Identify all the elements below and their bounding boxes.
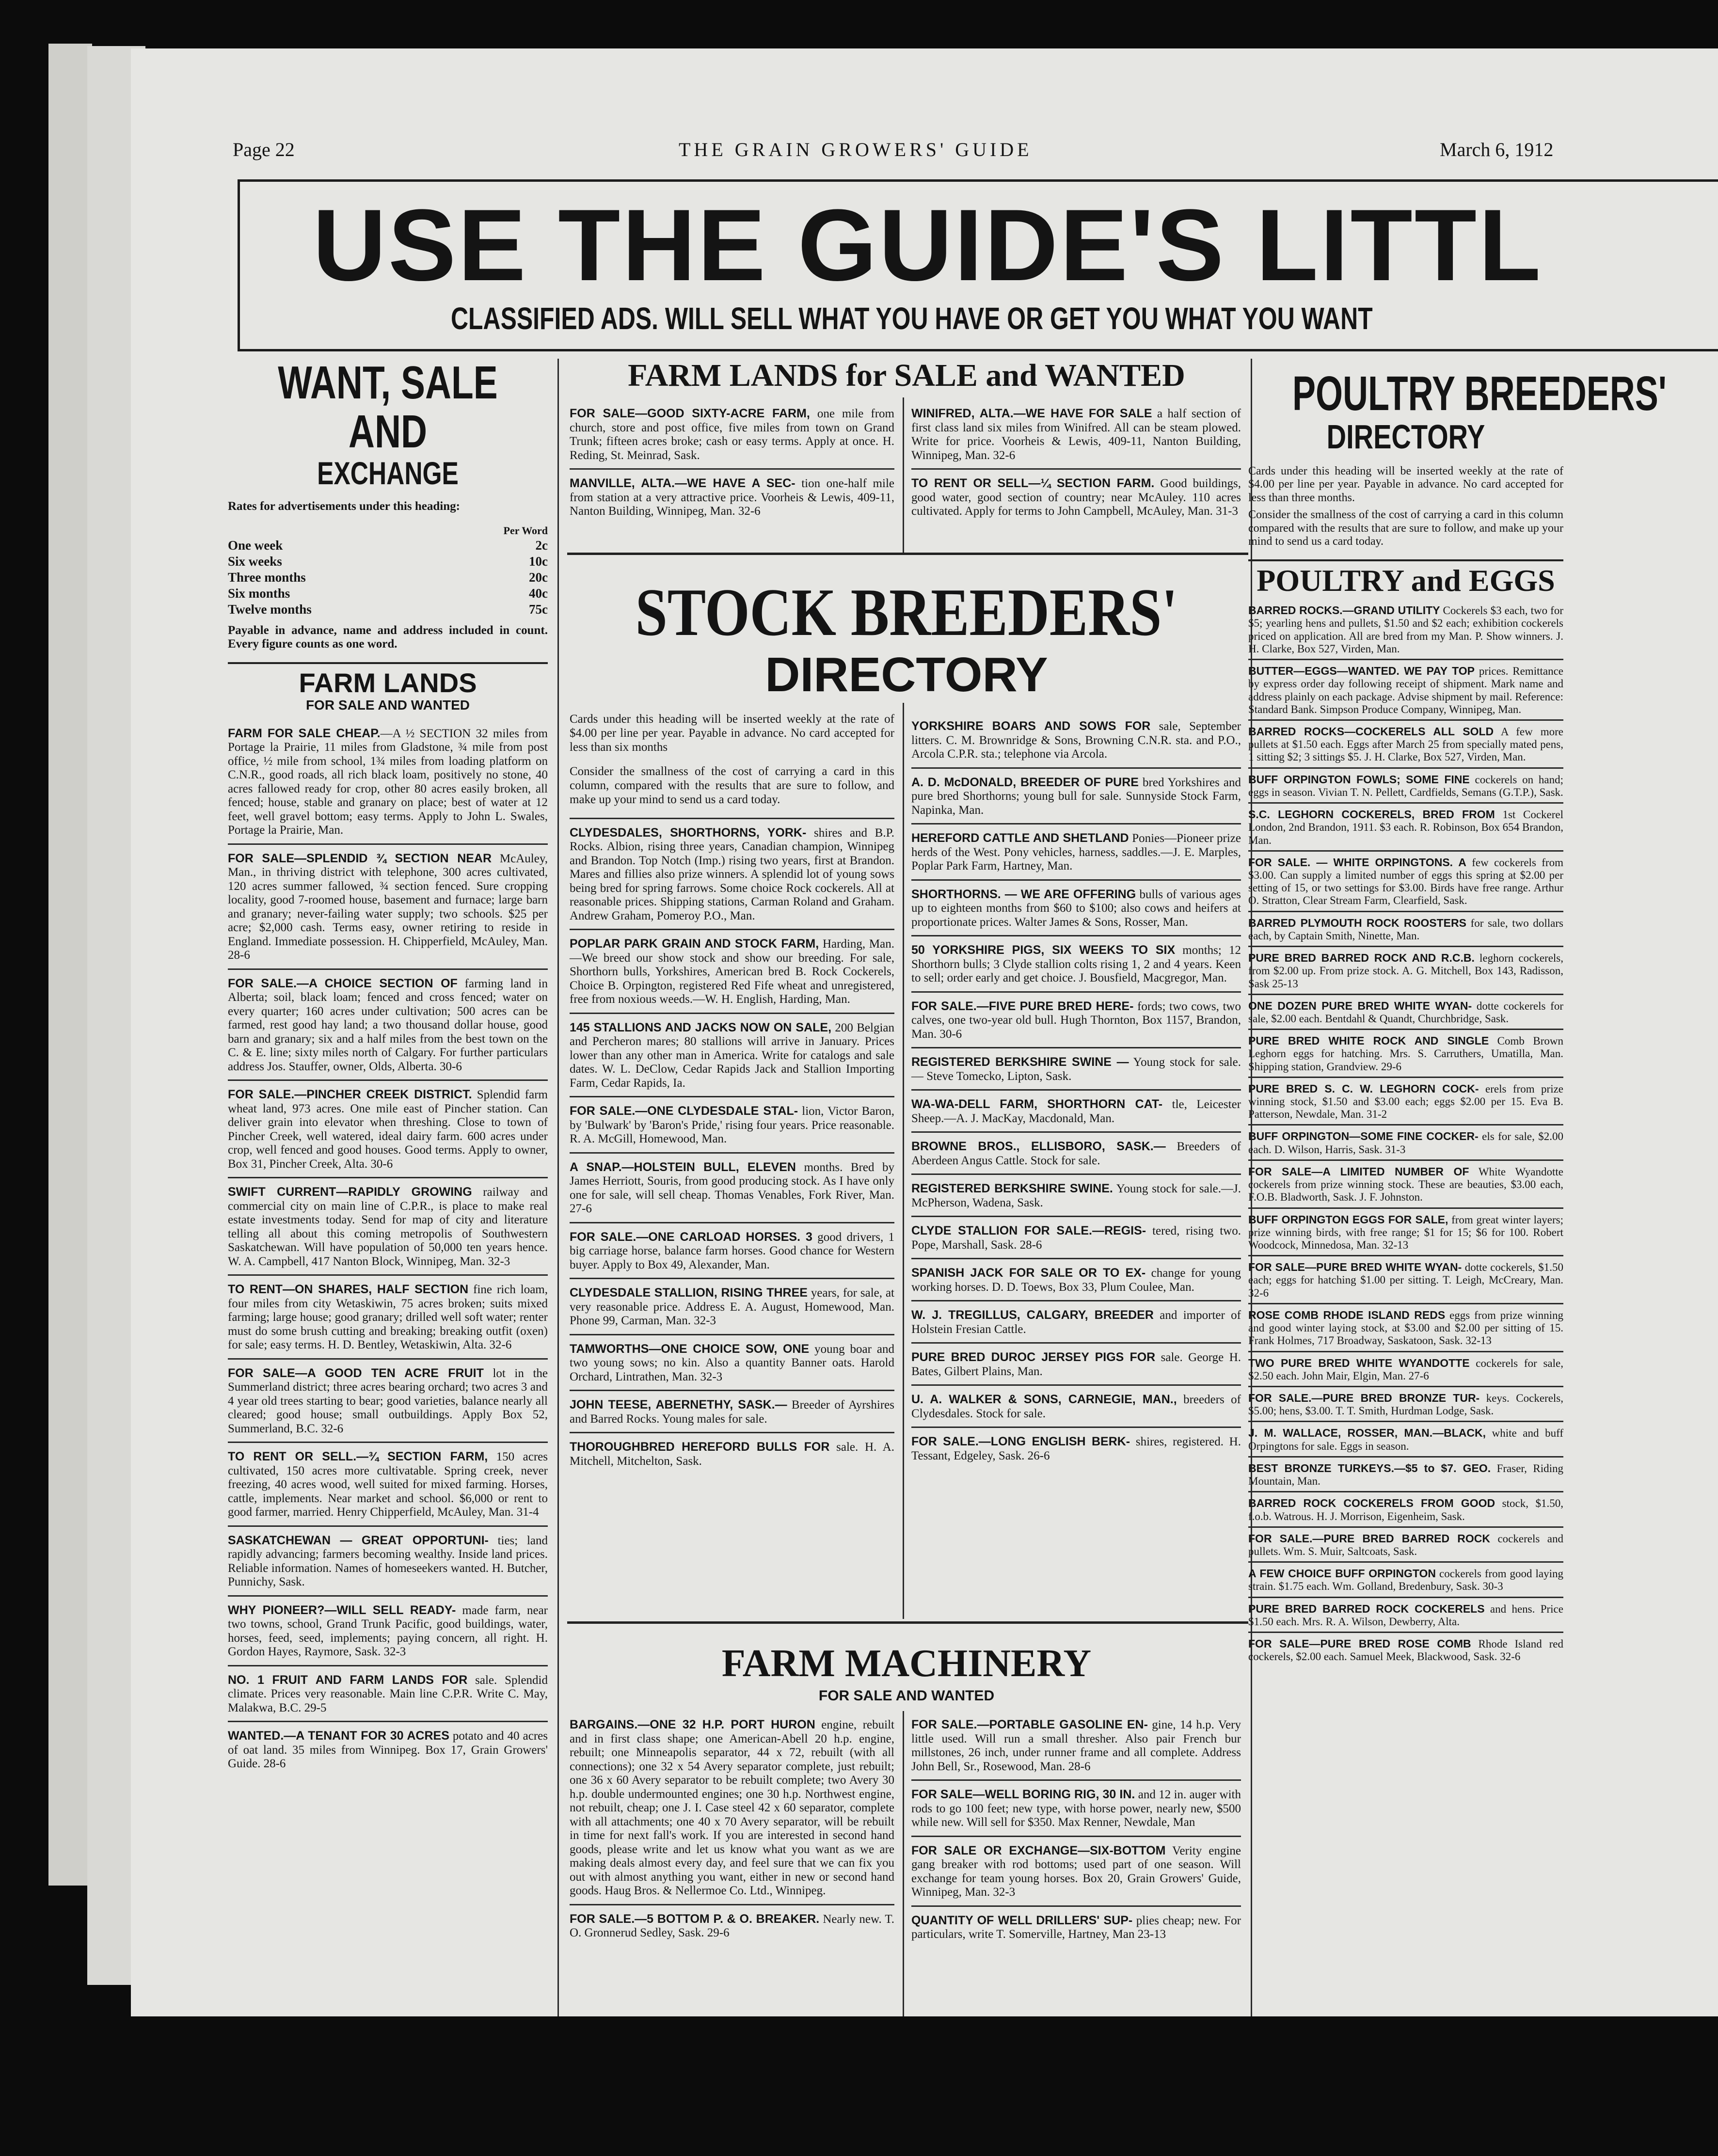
rate-label: Three months bbox=[228, 570, 306, 585]
classified-ad bbox=[570, 1278, 894, 1334]
ad-lead: SWIFT CURRENT—RAPIDLY GROWING bbox=[228, 1185, 472, 1199]
ad-body: change for young working horses. D. D. Toews, Box 33, Plum Coulee, Man. bbox=[911, 1267, 1241, 1294]
rates-table bbox=[228, 524, 548, 617]
ad-body: Young stock for sale.—J. McPherson, Wadena, Sask. bbox=[911, 1182, 1241, 1209]
poultry-eggs-heading: POULTRY and EGGS bbox=[1257, 563, 1555, 598]
ad-lead: PURE BRED BARRED ROCK COCKERELS bbox=[1248, 1602, 1485, 1615]
ad-lead: BUFF ORPINGTON—SOME FINE COCKER- bbox=[1248, 1130, 1479, 1143]
ad-lead: FARM FOR SALE CHEAP. bbox=[228, 726, 381, 740]
classified-ad bbox=[228, 1525, 548, 1595]
classified-ad bbox=[911, 823, 1241, 879]
classified-ad bbox=[911, 1216, 1241, 1258]
poultry-intro-2: Consider the smallness of the cost of carrying a card in this column compared with the results that are sure to follow, and make up your mind to send us a card today. bbox=[1248, 508, 1563, 548]
ad-body: and hens. Price $1.50 each. Mrs. R. A. Wilson, Dewberry, Alta. bbox=[1248, 1602, 1563, 1628]
ad-body: white and buff Orpingtons for sale. Eggs in season. bbox=[1248, 1427, 1564, 1452]
ad-lead: BARRED ROCK COCKERELS FROM GOOD bbox=[1248, 1497, 1495, 1510]
ad-body: shires, registered. H. Tessant, Edgeley, Sask. 26-6 bbox=[911, 1435, 1241, 1462]
ad-lead: FOR SALE OR EXCHANGE—SIX-BOTTOM bbox=[911, 1843, 1166, 1857]
ad-lead: FOR SALE.—LONG ENGLISH BERK- bbox=[911, 1435, 1130, 1448]
classified-ad bbox=[911, 767, 1241, 824]
ad-body: McAuley, Man., in thriving district with telephone, 300 acres cultivated, 120 acres summer fallowed, ¾ section fenced. Sure cropping locality, good 7-roomed house, basement and furnace; large barn and granary; never-failing water supply; two schools. $25 per acre; $2,000 cash. Terms easy, owner retiring to reside in England. Immediate possession. H. Chipperfield, McAuley, Man. 28-6 bbox=[228, 852, 548, 962]
stock-intro: Cards under this heading will be inserted weekly at the rate of $4.00 per line per year. Payable in advance. No card accepted for less than six months bbox=[570, 713, 894, 754]
classified-ad bbox=[1248, 1124, 1563, 1159]
ad-body: cockerels on hand; eggs in season. Vivian T. N. Pellett, Cardfields, Semans (G.T.P.), Sask. bbox=[1248, 773, 1564, 798]
ad-body: cockerels and pullets. Wm. S. Muir, Saltcoats, Sask. bbox=[1248, 1532, 1564, 1557]
classified-ad bbox=[1248, 1077, 1563, 1125]
farm-machinery-subheading: FOR SALE AND WANTED bbox=[818, 1688, 995, 1704]
ad-lead: CLYDESDALES, SHORTHORNS, YORK- bbox=[570, 825, 807, 840]
classified-ad bbox=[911, 1384, 1241, 1427]
classified-ad bbox=[911, 1711, 1241, 1779]
classified-ad bbox=[911, 1427, 1241, 1469]
ad-body: Ponies—Pioneer prize herds of the West. Pony vehicles, harness, saddles.—J. E. Marples, Poplar Park Farm, Hartney, Man. bbox=[911, 832, 1241, 872]
column-divider bbox=[903, 1711, 904, 2016]
per-word-label: Per Word bbox=[503, 524, 548, 537]
section-rule bbox=[567, 1621, 1248, 1624]
ad-body: cockerels for sale, $2.50 each. John Mair, Elgin, Man. 27-6 bbox=[1248, 1357, 1563, 1382]
ad-body: Young stock for sale. — Steve Tomecko, Lipton, Sask. bbox=[911, 1056, 1241, 1083]
ad-body: plies cheap; new. For particulars, write T. Somerville, Hartney, Man 23-13 bbox=[911, 1914, 1241, 1941]
ad-lead: FOR SALE.—5 BOTTOM P. & O. BREAKER. bbox=[570, 1912, 820, 1926]
classified-ad bbox=[1248, 911, 1563, 946]
classified-ad bbox=[228, 1177, 548, 1274]
poultry-intro: Cards under this heading will be inserted weekly at the rate of $4.00 per line per year. Payable in advance. No card accepted for less than three months. bbox=[1248, 464, 1563, 504]
classified-ad bbox=[911, 1131, 1241, 1173]
ad-lead: FOR SALE.—PINCHER CREEK DISTRICT. bbox=[228, 1088, 472, 1102]
section-rule bbox=[567, 553, 1248, 555]
poultry-column bbox=[1248, 366, 1667, 1666]
classified-ad bbox=[1248, 1561, 1563, 1596]
ad-lead: HEREFORD CATTLE AND SHETLAND bbox=[911, 831, 1129, 845]
ad-lead: BARRED PLYMOUTH ROCK ROOSTERS bbox=[1248, 916, 1466, 929]
ad-lead: THOROUGHBRED HEREFORD BULLS FOR bbox=[570, 1440, 830, 1454]
classified-ad bbox=[228, 720, 548, 843]
ad-body: lion, Victor Baron, by 'Bulwark' by 'Baron's Pride,' rising four years. Price reasonable. R. A. McGill, Homewood, Man. bbox=[570, 1105, 894, 1145]
ad-body: els for sale, $2.00 each. D. Wilson, Harris, Sask. 31-3 bbox=[1248, 1130, 1563, 1156]
classified-ad bbox=[570, 1432, 894, 1474]
ad-lead: NO. 1 FRUIT AND FARM LANDS FOR bbox=[228, 1673, 468, 1687]
ad-lead: A SNAP.—HOLSTEIN BULL, ELEVEN bbox=[570, 1160, 796, 1174]
ad-lead: TAMWORTHS—ONE CHOICE SOW, ONE bbox=[570, 1342, 810, 1356]
ad-lead: BUFF ORPINGTON EGGS FOR SALE, bbox=[1248, 1213, 1448, 1226]
ad-body: Comb Brown Leghorn eggs for hatching. Mrs. S. Carruthers, Umatilla, Man. Shipping station, Grandview. 29-6 bbox=[1248, 1035, 1563, 1073]
classified-ad bbox=[570, 468, 894, 524]
ad-body: leghorn cockerels, from $2.00 up. From prize stock. A. G. Mitchell, Box 143, Radisson, Sask 25-13 bbox=[1248, 952, 1564, 990]
farm-lands-subheading: FOR SALE AND WANTED bbox=[305, 697, 470, 713]
stock-directory-heading: DIRECTORY bbox=[765, 648, 1048, 702]
classified-ad bbox=[1248, 994, 1563, 1029]
classified-ad bbox=[911, 935, 1241, 991]
classified-ad bbox=[1248, 850, 1563, 911]
ad-lead: TWO PURE BRED WHITE WYANDOTTE bbox=[1248, 1356, 1470, 1369]
stock-breeders-heading: STOCK BREEDERS' bbox=[635, 575, 1178, 650]
classified-ad bbox=[1248, 1207, 1563, 1255]
ad-body: made farm, near two towns, school, Grand Trunk Pacific, good buildings, water, horses, feed, seed, implements; paying concern, all right. H. Gordon Hayes, Raymore, Sask. 32-3 bbox=[228, 1603, 548, 1659]
ad-lead: FOR SALE—PURE BRED ROSE COMB bbox=[1248, 1637, 1471, 1650]
ad-body: 200 Belgian and Percheron mares; 80 stallions will arrive in January. Prices lower than any other man in America. Write for catalogs and sale dates. W. L. DeClow, Cedar Rapids Jack and Stallion Importing Farm, Cedar Rapids, Ia. bbox=[570, 1021, 895, 1090]
rate-row bbox=[228, 586, 548, 601]
ad-body: —A ½ SECTION 32 miles from Portage la Prairie, 11 miles from Gladstone, ¾ mile from post office, ½ mile from school, 1¾ miles from loading platform on C.N.R., good roads, all rich black loam, positively no stone, 40 acres fallowed ready for crop, other 80 acres easily broken, all fenced; house, stable and granary on place; best of water at 12 feet, well gravel bottom; easy terms. Apply to John L. Swales, Portage la Prairie, Man. bbox=[228, 727, 548, 837]
ad-lead: YORKSHIRE BOARS AND SOWS FOR bbox=[911, 719, 1151, 733]
classified-ad bbox=[228, 1358, 548, 1442]
ad-lead: WA-WA-DELL FARM, SHORTHORN CAT- bbox=[911, 1097, 1163, 1111]
farm-lands-ads bbox=[228, 720, 548, 1777]
ad-lead: FOR SALE.—PURE BRED BARRED ROCK bbox=[1248, 1532, 1490, 1545]
rate-price: 75c bbox=[529, 602, 548, 617]
poultry-directory-heading: DIRECTORY bbox=[1326, 418, 1485, 456]
ad-lead: FOR SALE—A GOOD TEN ACRE FRUIT bbox=[228, 1366, 484, 1380]
rate-label: Six months bbox=[228, 586, 290, 601]
ad-body: months; 12 Shorthorn bulls; 3 Clyde stallion colts rising 1, 2 and 4 years. Keen to sell; order early and get choice. J. Bousfield, Macgregor, Man. bbox=[911, 944, 1241, 984]
ad-lead: BROWNE BROS., ELLISBORO, SASK.— bbox=[911, 1140, 1166, 1153]
ad-body: stock, $1.50, f.o.b. Watrous. H. J. Morrison, Eigenheim, Sask. bbox=[1248, 1497, 1563, 1522]
ad-lead: FOR SALE—SPLENDID ¾ SECTION NEAR bbox=[228, 851, 492, 865]
stock-intro-2: Consider the smallness of the cost of carrying a card in this column, compared with the results that are sure to follow, and make up your mind to send us a card today. bbox=[570, 765, 894, 806]
classified-ad bbox=[911, 468, 1241, 524]
ad-body: Rhode Island red cockerels, $2.00 each. Samuel Meek, Blackwood, Sask. 32-6 bbox=[1248, 1638, 1563, 1663]
ad-body: erels from prize winning stock, $1.50 and $3.00 each; eggs $2.00 per 15. Eva B. Patterson, Newdale, Man. 31-2 bbox=[1248, 1082, 1564, 1121]
stock-right-column bbox=[911, 713, 1241, 1469]
ad-body: 1st Cockerel London, 2nd Brandon, 1911. $3 each. R. Robinson, Box 654 Brandon, Man. bbox=[1248, 808, 1563, 846]
ad-body: eggs from prize winning and good winter laying stock, at $3.00 and $2.00 per sitting of 15. Frank Holmes, 717 Broadway, Saskatoon, Sask. 32-13 bbox=[1248, 1309, 1563, 1347]
poultry-breeders-heading: POULTRY BREEDERS' bbox=[1292, 366, 1667, 421]
column-divider bbox=[903, 397, 904, 553]
column-divider bbox=[557, 359, 559, 2016]
ad-body: breeders of Clydesdales. Stock for sale. bbox=[911, 1393, 1241, 1420]
classified-ad bbox=[228, 1595, 548, 1665]
classified-ad bbox=[570, 1390, 894, 1432]
classified-ad bbox=[1248, 1597, 1563, 1632]
ad-lead: ONE DOZEN PURE BRED WHITE WYAN- bbox=[1248, 999, 1472, 1012]
classified-ad bbox=[570, 818, 894, 929]
classified-ad bbox=[911, 1047, 1241, 1089]
ad-body: and importer of Holstein Fresian Cattle. bbox=[911, 1309, 1241, 1336]
ad-body: sale. Splendid climate. Prices very reasonable. Main line C.P.R. Write C. May, Malakwa, B.C. 29-5 bbox=[228, 1673, 548, 1714]
classified-ad bbox=[228, 1079, 548, 1177]
ad-lead: TO RENT OR SELL.—¾ SECTION FARM, bbox=[228, 1450, 488, 1464]
ad-lead: FOR SALE—GOOD SIXTY-ACRE FARM, bbox=[570, 407, 810, 420]
ad-body: Splendid farm wheat land, 973 acres. One mile east of Pincher station. Can deliver grain into elevator when threshing. Close to town of Pincher Creek, well watered, ideal dairy farm. 600 acres under crop, well fenced and good houses. Good terms. Apply to owner, Box 31, Pincher Creek, Alta. 30-6 bbox=[228, 1088, 548, 1171]
ad-body: Breeder of Ayrshires and Barred Rocks. Young males for sale. bbox=[570, 1398, 894, 1426]
ad-body: dotte cockerels, $1.50 each; eggs for hatching $1.00 per sitting. T. Leigh, McCreary, Man. 32-6 bbox=[1248, 1261, 1563, 1299]
ad-body: farming land in Alberta; soil, black loam; fenced and cross fenced; water on every quarter; 160 acres under cultivation; 500 acres can be farmed, rest good hay land; a two thousand dollar house, good barn and granary; six and a half miles from the best town on the C. & E. line; sixty miles north of Calgary. For further particulars address Jos. Stauffer, owner, Olds, Alberta. 30-6 bbox=[228, 977, 548, 1073]
ad-lead: CLYDE STALLION FOR SALE.—REGIS- bbox=[911, 1224, 1146, 1237]
rate-row bbox=[228, 570, 548, 585]
ad-lead: FOR SALE—PURE BRED WHITE WYAN- bbox=[1248, 1261, 1462, 1274]
ad-body: railway and commercial city on main line of C.P.R., is place to make real estate investments today. Send for map of city and literature telling all about this coming metropolis of Southwestern Saskatchewan. Will have population of 50,000 ten years hence. W. A. Campbell, 417 Nanton Block, Winnipeg, Man. 32-3 bbox=[228, 1186, 548, 1268]
classified-banner bbox=[238, 179, 1718, 351]
ad-body: ties; land rapidly advancing; farmers becoming wealthy. Inside land prices. Reliable information. Names of homeseekers wanted. H. Butcher, Punnichy, Sask. bbox=[228, 1534, 548, 1589]
ad-lead: FOR SALE. — WHITE ORPINGTONS. A bbox=[1248, 856, 1466, 869]
classified-ad bbox=[1248, 1303, 1563, 1351]
rate-label: One week bbox=[228, 538, 283, 553]
issue-date: March 6, 1912 bbox=[1440, 139, 1554, 160]
ad-body: Harding, Man.—We breed our show stock and show our breeding. For sale, Shorthorn bulls, Yorkshires, American bred B. Rock Cockerels, Choice B. Orpington, registered Red Fife wheat and unregistered, free from noxious weeds.—W. H. English, Harding, Man. bbox=[570, 937, 895, 1006]
classified-ad bbox=[1248, 1456, 1563, 1491]
ad-lead: ROSE COMB RHODE ISLAND REDS bbox=[1248, 1308, 1446, 1321]
farm-lands-header bbox=[228, 662, 548, 713]
ad-lead: REGISTERED BERKSHIRE SWINE — bbox=[911, 1055, 1129, 1069]
classified-ad bbox=[1248, 1029, 1563, 1077]
classified-ad bbox=[1248, 767, 1563, 802]
ad-body: for sale, two dollars each, by Captain Smith, Ninette, Man. bbox=[1248, 917, 1563, 942]
classified-ad bbox=[1248, 1351, 1563, 1386]
page-number: Page 22 bbox=[233, 139, 295, 160]
ad-lead: S.C. LEGHORN COCKERELS, BRED FROM bbox=[1248, 808, 1495, 821]
classified-ad bbox=[228, 1721, 548, 1777]
classified-ad bbox=[1248, 1159, 1563, 1207]
classified-ad bbox=[1248, 1421, 1563, 1456]
ad-lead: FOR SALE—A LIMITED NUMBER OF bbox=[1248, 1165, 1469, 1178]
classified-ad bbox=[570, 1904, 894, 1946]
banner-title: USE THE GUIDE'S LITTL bbox=[313, 188, 1543, 302]
machinery-left-column bbox=[570, 1711, 894, 1946]
ad-body: a half section of first class land six miles from Winifred. All can be steam plowed. Write for price. Voorheis & Lewis, 409-11, Nanton Building, Winnipeg, Man. 32-6 bbox=[911, 407, 1241, 462]
classified-ad bbox=[1248, 1526, 1563, 1561]
ad-body: Good buildings, good water, good section of country; near McAuley. 110 acres cultivated. Apply for terms to John Campbell, McAuley, Man. 31-3 bbox=[911, 477, 1241, 518]
ad-lead: FOR SALE.—A CHOICE SECTION OF bbox=[228, 976, 458, 990]
ad-body: sale, September litters. C. M. Brownridge & Sons, Browning C.N.R. sta. and P.O., Arcola C.P.R. sta.; telephone via Arcola. bbox=[911, 720, 1241, 761]
banner-subtitle: CLASSIFIED ADS. WILL SELL WHAT YOU HAVE OR GET YOU WHAT YOU WANT bbox=[451, 301, 1373, 336]
rate-label: Twelve months bbox=[228, 602, 312, 617]
classified-ad bbox=[570, 929, 894, 1013]
classified-ad bbox=[228, 1665, 548, 1721]
classified-ad bbox=[911, 1836, 1241, 1905]
rate-row bbox=[228, 602, 548, 617]
ad-lead: BEST BRONZE TURKEYS.—$5 to $7. GEO. bbox=[1248, 1461, 1491, 1474]
ad-body: shires and B.P. Rocks. Albion, rising three years, Canadian champion, Winnipeg and Brandon. Top Notch (Imp.) rising two years, first at Brandon. Mares and fillies also prize winners. A splendid lot of young sows being bred for spring farrows. Some choice Rock cockerels. All at reasonable prices. Shipping stations, Carman Roland and Graham. Andrew Graham, Pomeroy P.O., Man. bbox=[570, 826, 894, 922]
ad-lead: BARRED ROCKS.—GRAND UTILITY bbox=[1248, 604, 1440, 617]
ad-lead: FOR SALE.—PORTABLE GASOLINE EN- bbox=[911, 1718, 1148, 1731]
classified-ad bbox=[911, 400, 1241, 468]
ad-body: cockerels from good laying strain. $1.75 each. Wm. Golland, Bredenbury, Sask. 30-3 bbox=[1248, 1568, 1563, 1593]
ad-lead: FOR SALE.—ONE CARLOAD HORSES. 3 bbox=[570, 1230, 812, 1244]
ad-body: White Wyandotte cockerels from prize winning stock. These are beauties, $3.00 each, F.O.B. Bladworth, Sask. J. F. Johnston. bbox=[1248, 1165, 1564, 1204]
classified-ad bbox=[911, 1173, 1241, 1216]
ad-lead: PURE BRED DUROC JERSEY PIGS FOR bbox=[911, 1350, 1156, 1364]
ad-lead: 50 YORKSHIRE PIGS, SIX WEEKS TO SIX bbox=[911, 943, 1176, 957]
ad-lead: A. D. McDONALD, BREEDER OF PURE bbox=[911, 775, 1139, 789]
ad-lead: TO RENT—ON SHARES, HALF SECTION bbox=[228, 1283, 469, 1297]
ad-lead: FOR SALE—WELL BORING RIG, 30 IN. bbox=[911, 1788, 1135, 1801]
ad-lead: WINIFRED, ALTA.—WE HAVE FOR SALE bbox=[911, 407, 1152, 420]
classified-ad bbox=[1248, 1632, 1563, 1666]
ad-body: bred Yorkshires and pure bred Shorthorns; young bull for sale. Sunnyside Stock Farm, Napinka, Man. bbox=[911, 776, 1241, 817]
ad-body: tle, Leicester Sheep.—A. J. MacKay, Macdonald, Man. bbox=[911, 1098, 1241, 1125]
ad-body: tered, rising two. Pope, Marshall, Sask. 28-6 bbox=[911, 1224, 1241, 1252]
ad-body: Nearly new. T. O. Gronnerud Sedley, Sask. 29-6 bbox=[570, 1912, 894, 1939]
classified-ad bbox=[1248, 946, 1563, 994]
rate-label: Six weeks bbox=[228, 554, 282, 569]
ad-lead: MANVILLE, ALTA.—WE HAVE A SEC- bbox=[570, 476, 795, 490]
ad-lead: PURE BRED BARRED ROCK AND R.C.B. bbox=[1248, 951, 1475, 965]
ad-lead: W. J. TREGILLUS, CALGARY, BREEDER bbox=[911, 1308, 1154, 1322]
ad-lead: A FEW CHOICE BUFF ORPINGTON bbox=[1248, 1567, 1436, 1580]
ad-body: Fraser, Riding Mountain, Man. bbox=[1248, 1462, 1563, 1488]
ad-lead: J. M. WALLACE, ROSSER, MAN.—BLACK, bbox=[1248, 1427, 1486, 1440]
ad-lead: SASKATCHEWAN — GREAT OPPORTUNI- bbox=[228, 1533, 489, 1547]
classified-ad bbox=[570, 1222, 894, 1278]
publication-title: THE GRAIN GROWERS' GUIDE bbox=[679, 139, 1033, 160]
ad-body: tion one-half mile from station at a very attractive price. Voorheis & Lewis, 409-11, Nanton Building, Winnipeg, Man. 32-6 bbox=[570, 477, 894, 518]
classified-ad bbox=[911, 1905, 1241, 1948]
ad-body: few cockerels from $3.00. Can supply a limited number of eggs this spring at $2.00 per setting of 15, or two settings for $3.00. Birds have free range. Arthur O. Stratton, Clear Stream Farm, Clearfield, Sask. bbox=[1248, 856, 1563, 907]
ad-lead: POPLAR PARK GRAIN AND STOCK FARM, bbox=[570, 937, 819, 951]
ad-body: potato and 40 acres of oat land. 35 miles from Winnipeg. Box 17, Grain Growers' Guide. 28-6 bbox=[228, 1729, 548, 1771]
classified-ad bbox=[1248, 802, 1563, 850]
classified-ad bbox=[228, 1274, 548, 1358]
ad-body: Verity engine gang breaker with rod bottoms; used part of one season. Will exchange for team young horses. Box 20, Grain Growers' Guide, Winnipeg, Man. 32-3 bbox=[911, 1844, 1241, 1899]
classified-ad bbox=[911, 879, 1241, 935]
ad-lead: QUANTITY OF WELL DRILLERS' SUP- bbox=[911, 1913, 1133, 1927]
ad-body: sale. H. A. Mitchell, Mitchelton, Sask. bbox=[570, 1441, 894, 1468]
ad-body: 150 acres cultivated, 150 acres more cultivatable. Spring creek, never freezing, 40 acres wood, well suited for mixed farming. Horses, cattle, implements. Near market and school. $6,000 or rent to good farmer, married. Henry Chipperfield, McAuley, Man. 31-4 bbox=[228, 1450, 548, 1519]
classified-ad bbox=[570, 400, 894, 468]
ad-lead: FOR SALE.—ONE CLYDESDALE STAL- bbox=[570, 1104, 798, 1118]
ad-body: Breeders of Aberdeen Angus Cattle. Stock for sale. bbox=[911, 1140, 1241, 1167]
ad-lead: REGISTERED BERKSHIRE SWINE. bbox=[911, 1182, 1113, 1195]
classified-ad bbox=[570, 1096, 894, 1152]
ad-lead: TO RENT OR SELL—¼ SECTION FARM. bbox=[911, 476, 1155, 490]
ad-body: from great winter layers; prize winning birds, with free range; $1 for 15; $6 for 100. Robert Woodcock, Minnedosa, Man. 32-13 bbox=[1248, 1213, 1563, 1251]
page-edge-shadow bbox=[48, 44, 92, 1886]
classified-ad bbox=[228, 1442, 548, 1525]
ad-body: gine, 14 h.p. Very little used. Will run a small thresher. Also pair French bur millstones, 26 inch, under runner frame and all complete. Address John Bell, Sr., Rosewood, Man. 28-6 bbox=[911, 1718, 1241, 1773]
farm-lands-top-left bbox=[570, 400, 894, 524]
classified-ad bbox=[1248, 1386, 1563, 1421]
ad-body: years, for sale, at very reasonable price. Address E. A. August, Homewood, Man. Phone 99, Carman, Man. 32-3 bbox=[570, 1286, 894, 1327]
rate-price: 2c bbox=[535, 538, 548, 553]
farm-lands-heading: FARM LANDS bbox=[299, 667, 477, 698]
exchange-heading: EXCHANGE bbox=[317, 455, 459, 491]
ad-body: young boar and two young sows; no kin. Also a quantity Banner oats. Harold Orchard, Lintrathen, Man. 32-3 bbox=[570, 1342, 894, 1383]
want-sale-column bbox=[228, 359, 548, 1777]
ad-body: good drivers, 1 big carriage horse, balance farm horses. Good chance for Western buyer. Apply to Box 49, Alexander, Man. bbox=[570, 1230, 895, 1271]
ad-lead: WANTED.—A TENANT FOR 30 ACRES bbox=[228, 1729, 449, 1743]
classified-ad bbox=[911, 1089, 1241, 1131]
ad-lead: PURE BRED WHITE ROCK AND SINGLE bbox=[1248, 1034, 1489, 1047]
classified-ad bbox=[911, 1779, 1241, 1836]
ad-body: fine rich loam, four miles from city Wetaskiwin, 75 acres broken; suits mixed farming; large house; good granary; drilled well soft water; renter must do some brush cutting and breaking; breaking outfit (oxen) for sale; easy terms. H. D. Bentley, Wetaskiwin, Alta. 32-6 bbox=[228, 1283, 548, 1352]
classified-ad bbox=[1248, 1255, 1563, 1303]
stock-left-column bbox=[570, 713, 894, 1474]
rate-row bbox=[228, 554, 548, 569]
classified-ad bbox=[911, 1300, 1241, 1342]
ad-lead: FOR SALE.—FIVE PURE BRED HERE- bbox=[911, 999, 1134, 1013]
ad-body: engine, rebuilt and in first class shape; one American-Abell 20 h.p. engine, rebuilt; one Minneapolis separator, 44 x 72, rebuilt (with all connections); one 32 x 54 Avery separator complete, just rebuilt; one 36 x 60 Avery separator to be rebuilt complete; two Avery 30 h.p. double undermounted engines; one 30 h.p. Northwest engine, not rebuilt, cheap; one J. I. Case steel 42 x 60 separator, complete with all attachments; one 40 x 70 Avery separator, will be rebuilt in time for next fall's work. If you are interested in second hand goods, please write and let us know what you want as we are making deals almost every day, and feel sure that we can fix you out with almost anything you want, either in new or second hand goods. Haug Bros. & Nellermoe Co. Ltd., Winnipeg. bbox=[570, 1718, 894, 1897]
ad-lead: BARGAINS.—ONE 32 H.P. PORT HURON bbox=[570, 1718, 815, 1731]
want-heading: WANT, SALE AND bbox=[278, 357, 498, 458]
rate-row bbox=[228, 538, 548, 553]
poultry-ads bbox=[1248, 600, 1563, 1666]
classified-ad bbox=[228, 843, 548, 968]
farm-lands-top-right bbox=[911, 400, 1241, 524]
classified-ad bbox=[570, 1334, 894, 1390]
classified-ad bbox=[1248, 659, 1563, 719]
ad-body: one mile from church, store and post office, five miles from town on Grand Trunk; fifteen acres broke; cash or easy terms. Apply at once. H. Reding, St. Meinrad, Sask. bbox=[570, 407, 894, 462]
classified-ad bbox=[228, 968, 548, 1080]
rates-intro: Rates for advertisements under this heading: bbox=[228, 499, 460, 513]
machinery-right-column bbox=[911, 1711, 1241, 1948]
ad-body: Cockerels $3 each, two for $5; yearling hens and pullets, $1.50 and $2 each; exhibition cockerels priced on application. All are bred from my Man. P. Show winners. J. H. Clarke, Box 527, Virden, Man. bbox=[1248, 604, 1563, 655]
ad-body: bulls of various ages up to eighteen months from $60 to $100; also cows and heifers at proportionate prices. Walter James & Sons, Rosser, Man. bbox=[911, 888, 1241, 929]
rate-price: 40c bbox=[529, 586, 548, 601]
classified-ad bbox=[570, 1711, 894, 1904]
ad-lead: PURE BRED S. C. W. LEGHORN COCK- bbox=[1248, 1082, 1479, 1095]
ad-lead: WHY PIONEER?—WILL SELL READY- bbox=[228, 1603, 456, 1617]
rate-price: 10c bbox=[529, 554, 548, 569]
poultry-eggs-header bbox=[1248, 559, 1563, 597]
classified-ad bbox=[570, 1152, 894, 1222]
rate-price: 20c bbox=[529, 570, 548, 585]
ad-body: lot in the Summerland district; three acres bearing orchard; two acres 3 and 4 year old trees starting to bear; good varieties, balance nearly all cleared; good house; small outbuildings. Apply Box 52, Summerland, B.C. 32-6 bbox=[228, 1366, 548, 1435]
farm-machinery-heading: FARM MACHINERY bbox=[721, 1642, 1092, 1685]
ad-body: and 12 in. auger with rods to go 100 feet; new type, with horse power, nearly new, $500 while new. Will sell for $350. Max Renner, Newdale, Man bbox=[911, 1788, 1241, 1829]
ad-body: keys. Cockerels, $5.00; hens, $3.00. T. T. Smith, Hurdman Lodge, Sask. bbox=[1248, 1392, 1563, 1417]
rates-note: Payable in advance, name and address included in count. Every figure counts as one word. bbox=[228, 623, 548, 651]
farm-lands-top-heading: FARM LANDS for SALE and WANTED bbox=[628, 358, 1185, 393]
ad-body: prices. Remittance by express order day following receipt of shipment. Mark name and address plainly on each package. Advise shipment by mail. Reference: Standard Bank. Simpson Produce Company, Winnipeg, Man. bbox=[1248, 665, 1563, 715]
ad-body: fords; two cows, two calves, one two-year old bull. Hugh Thornton, Box 1157, Brandon, Man. 30-6 bbox=[911, 999, 1241, 1041]
ad-body: A few more pullets at $1.50 each. Eggs after March 25 from specially mated pens, 1 sitting $2; 3 sittings $5. J. H. Clarke, Box 527, Virden, Man. bbox=[1248, 726, 1564, 763]
ad-lead: CLYDESDALE STALLION, RISING THREE bbox=[570, 1286, 808, 1300]
ad-lead: 145 STALLIONS AND JACKS NOW ON SALE, bbox=[570, 1020, 832, 1034]
classified-ad bbox=[911, 713, 1241, 767]
ad-lead: JOHN TEESE, ABERNETHY, SASK.— bbox=[570, 1398, 787, 1411]
ad-body: months. Bred by James Herriott, Souris, from good producing stock. As I have only one for sale, will sell cheap. Thomas Venables, Fork River, Man. 27-6 bbox=[570, 1160, 894, 1215]
ad-body: sale. George H. Bates, Gilbert Plains, Man. bbox=[911, 1351, 1241, 1378]
classified-ad bbox=[1248, 1491, 1563, 1526]
classified-ad bbox=[1248, 600, 1563, 659]
classified-ad bbox=[911, 1342, 1241, 1384]
classified-ad bbox=[570, 1013, 894, 1096]
ad-lead: U. A. WALKER & SONS, CARNEGIE, MAN., bbox=[911, 1393, 1177, 1406]
ad-lead: FOR SALE.—PURE BRED BRONZE TUR- bbox=[1248, 1391, 1480, 1404]
ad-lead: SHORTHORNS. — WE ARE OFFERING bbox=[911, 887, 1136, 901]
ad-lead: BUTTER—EGGS—WANTED. WE PAY TOP bbox=[1248, 665, 1475, 678]
ad-lead: BUFF ORPINGTON FOWLS; SOME FINE bbox=[1248, 773, 1470, 786]
ad-lead: SPANISH JACK FOR SALE OR TO EX- bbox=[911, 1266, 1146, 1280]
classified-ad bbox=[911, 1258, 1241, 1300]
ad-body: dotte cockerels for sale, $2.00 each. Bentdahl & Quandt, Churchbridge, Sask. bbox=[1248, 999, 1563, 1025]
classified-ad bbox=[911, 991, 1241, 1047]
classified-ad bbox=[1248, 719, 1563, 767]
column-divider bbox=[903, 703, 904, 1619]
ad-lead: BARRED ROCKS—COCKERELS ALL SOLD bbox=[1248, 725, 1494, 738]
